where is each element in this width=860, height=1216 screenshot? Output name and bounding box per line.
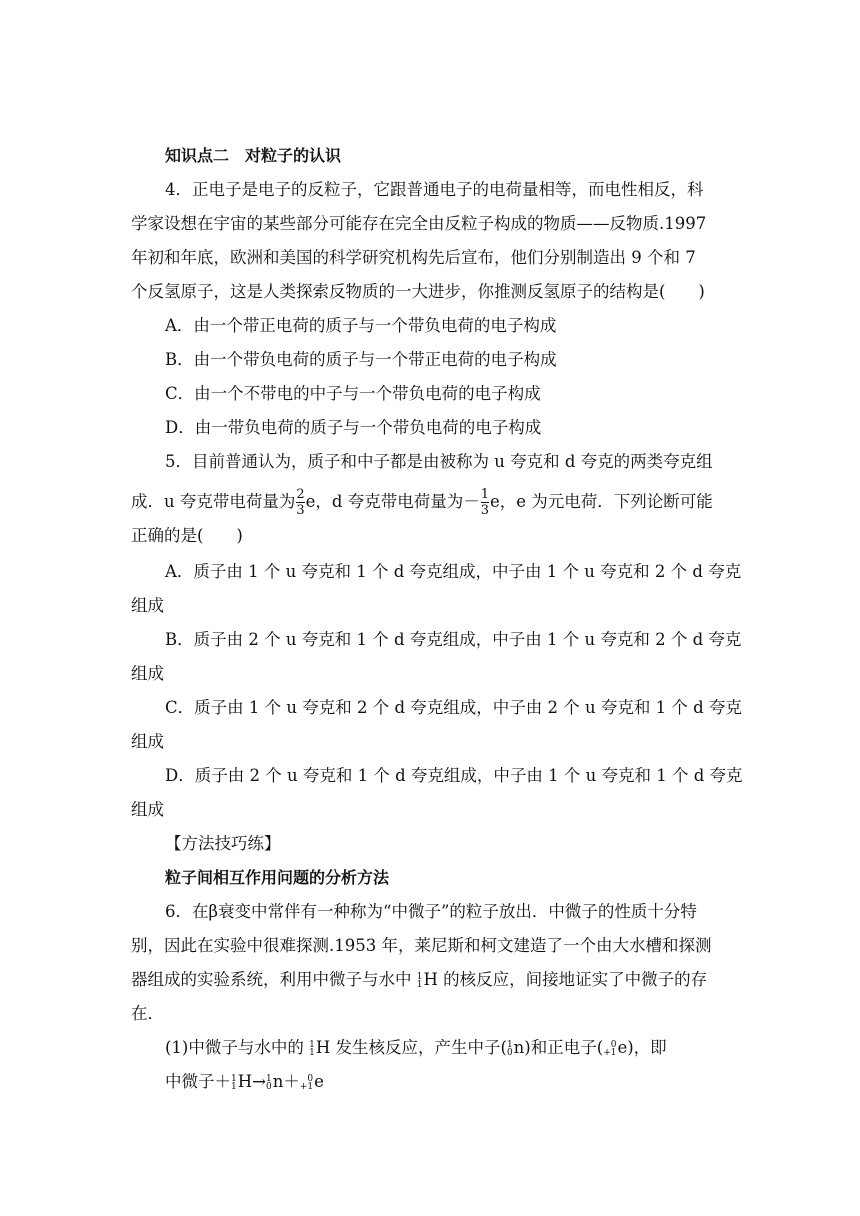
isotope-neutron — [507, 1041, 513, 1057]
charge-number: +1 — [299, 1081, 314, 1092]
fraction-numerator: 2 — [296, 487, 305, 502]
atomic-number: 1 — [231, 1081, 237, 1092]
mass-number: 1 — [506, 1039, 513, 1050]
part1-text-d: e)，即 — [617, 1038, 667, 1057]
q5-option-b-line2: 组成 — [131, 664, 164, 683]
q4-stem-line2: 学家设想在宇宙的某些部分可能存在完全由反粒子构成的物质——反物质.1997 — [131, 214, 707, 233]
isotope-hydrogen — [231, 1075, 237, 1091]
q4-option-b: B．由一个带负电荷的质子与一个带正电荷的电子构成 — [165, 350, 557, 369]
q5-option-d-line1: D．质子由 2 个 u 夸克和 1 个 d 夸克组成，中子由 1 个 u 夸克和 1 个 d 夸克 — [165, 766, 743, 785]
q5-option-b-line1: B．质子由 2 个 u 夸克和 1 个 d 夸克组成，中子由 1 个 u 夸克和 2 个 d 夸克 — [165, 630, 742, 649]
part1-text-a: (1)中微子与水中的 — [165, 1038, 310, 1057]
fraction-denominator: 3 — [480, 503, 490, 518]
fraction-two-thirds — [296, 487, 304, 518]
equation-text-c: n＋ — [272, 1072, 300, 1091]
q5-stem-line2 — [131, 485, 860, 519]
q4-stem-line4: 个反氢原子，这是人类探索反物质的一大进步，你推测反氢原子的结构是( ) — [131, 282, 705, 301]
fraction-numerator: 1 — [480, 487, 490, 502]
atomic-number: 1 — [309, 1047, 315, 1058]
section-heading: 知识点二 对粒子的认识 — [165, 146, 342, 165]
q6-text-b: H 的核反应，间接地证实了中微子的存 — [423, 970, 708, 989]
mass-number: 1 — [416, 971, 423, 982]
mass-number: 0 — [307, 1073, 314, 1084]
equation-text-b: H→ — [237, 1072, 266, 1091]
mass-number: 0 — [610, 1039, 617, 1050]
fraction-one-third — [481, 487, 489, 518]
fraction-denominator: 3 — [296, 503, 305, 518]
charge-number: +1 — [603, 1047, 617, 1058]
q5-stem-line1: 5．目前普通认为，质子和中子都是由被称为 u 夸克和 d 夸克的两类夸克组 — [165, 452, 713, 471]
q4-option-a: A．由一个带正电荷的质子与一个带负电荷的电子构成 — [165, 316, 557, 335]
isotope-hydrogen — [309, 1041, 315, 1057]
method-heading: 粒子间相互作用问题的分析方法 — [165, 868, 390, 887]
q5-option-d-line2: 组成 — [131, 800, 164, 819]
part1-text-b: H 发生核反应，产生中子( — [315, 1038, 507, 1057]
atomic-number: 0 — [265, 1081, 272, 1092]
method-practice-title: 【方法技巧练】 — [165, 834, 281, 853]
q5-text-b: e，d 夸克带电荷量为－ — [305, 492, 480, 511]
atomic-number: 0 — [506, 1047, 513, 1058]
q6-stem-line1: 6．在β衰变中常伴有一种称为“中微子”的粒子放出．中微子的性质十分特 — [165, 902, 697, 921]
isotope-positron — [300, 1075, 313, 1091]
equation-text-d: e — [314, 1072, 324, 1091]
q4-stem-line1: 4．正电子是电子的反粒子，它跟普通电子的电荷量相等，而电性相反，科 — [165, 180, 704, 199]
q6-stem-line4: 在． — [131, 1004, 164, 1023]
q5-option-a-line1: A．质子由 1 个 u 夸克和 1 个 d 夸克组成，中子由 1 个 u 夸克和 2 个 d 夸克 — [165, 562, 742, 581]
q5-option-c-line1: C．质子由 1 个 u 夸克和 2 个 d 夸克组成，中子由 2 个 u 夸克和 1 个 d 夸克 — [165, 698, 742, 717]
q6-stem-line2: 别，因此在实验中很难探测.1953 年，莱尼斯和柯文建造了一个由大水槽和探测 — [131, 936, 712, 955]
q5-stem-line3: 正确的是( ) — [131, 526, 243, 545]
q6-part1-line1 — [165, 1038, 860, 1058]
q4-option-d: D．由一带负电荷的质子与一个带负电荷的电子构成 — [165, 418, 542, 437]
isotope-positron — [603, 1041, 616, 1057]
q5-option-a-line2: 组成 — [131, 596, 164, 615]
mass-number: 1 — [309, 1039, 315, 1050]
isotope-hydrogen — [417, 973, 423, 989]
q5-option-c-line2: 组成 — [131, 732, 164, 751]
q5-text-c: e，e 为元电荷．下列论断可能 — [490, 492, 713, 511]
equation-text-a: 中微子＋ — [165, 1072, 231, 1091]
atomic-number: 1 — [416, 979, 423, 990]
mass-number: 1 — [265, 1073, 272, 1084]
q6-stem-line3 — [131, 970, 860, 990]
part1-text-c: n)和正电子( — [513, 1038, 604, 1057]
mass-number: 1 — [231, 1073, 237, 1084]
q6-text-a: 器组成的实验系统，利用中微子与水中 — [131, 970, 417, 989]
q6-reaction-equation — [165, 1072, 860, 1092]
q4-option-c: C．由一个不带电的中子与一个带负电荷的电子构成 — [165, 384, 541, 403]
q5-text-a: 成．u 夸克带电荷量为 — [131, 492, 296, 511]
isotope-neutron — [266, 1075, 272, 1091]
q4-stem-line3: 年初和年底，欧洲和美国的科学研究机构先后宣布，他们分别制造出 9 个和 7 — [131, 248, 696, 267]
